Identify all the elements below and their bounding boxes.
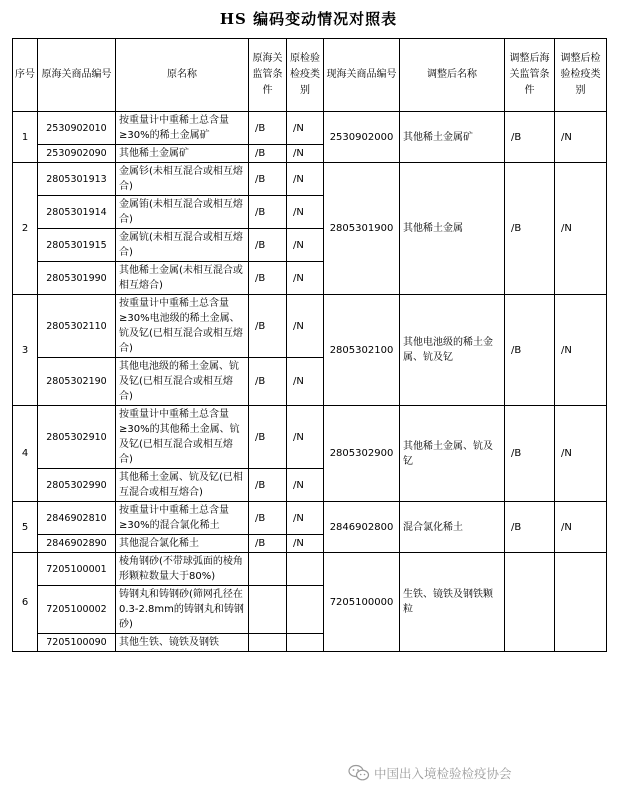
new-inspection-cell [555,553,607,652]
old-name-cell: 按重量计中重稀土总含量≥30%的稀土金属矿 [116,112,249,145]
table-row [13,406,607,469]
header-old-inspection: 原检验检疫类别 [287,39,324,112]
old-inspection-cell [287,634,324,652]
old-name-cell: 其他混合氯化稀土 [116,535,249,553]
header-old-customs: 原海关监管条件 [249,39,287,112]
old-code-cell: 7205100002 [38,586,116,634]
old-inspection-cell: /N [287,469,324,502]
old-name-cell: 金属钐(未相互混合或相互熔合) [116,163,249,196]
old-inspection-cell: /N [287,145,324,163]
new-code-cell: 2846902800 [324,502,400,553]
table-row [13,112,607,145]
old-inspection-cell: /N [287,163,324,196]
table-row [13,502,607,535]
new-customs-cell: /B [505,502,555,553]
new-name-cell: 其他稀土金属、钪及钇 [400,406,505,502]
old-code-cell: 2805302190 [38,358,116,406]
new-name-cell: 生铁、镜铁及钢铁颗粒 [400,553,505,652]
seq-cell: 3 [13,295,38,406]
old-code-cell: 2805301914 [38,196,116,229]
seq-cell: 5 [13,502,38,553]
old-inspection-cell: /N [287,196,324,229]
old-code-cell: 2846902890 [38,535,116,553]
old-customs-cell: /B [249,112,287,145]
new-name-cell: 混合氯化稀土 [400,502,505,553]
old-customs-cell [249,634,287,652]
new-customs-cell [505,553,555,652]
new-inspection-cell: /N [555,502,607,553]
old-customs-cell [249,553,287,586]
old-name-cell: 其他电池级的稀土金属、钪及钇(已相互混合或相互熔合) [116,358,249,406]
old-code-cell: 2805302110 [38,295,116,358]
new-customs-cell: /B [505,295,555,406]
old-customs-cell: /B [249,145,287,163]
old-code-cell: 2805301990 [38,262,116,295]
new-code-cell: 7205100000 [324,553,400,652]
new-customs-cell: /B [505,406,555,502]
old-inspection-cell: /N [287,406,324,469]
old-code-cell: 2530902010 [38,112,116,145]
old-customs-cell: /B [249,262,287,295]
old-inspection-cell: /N [287,535,324,553]
old-name-cell: 金属铕(未相互混合或相互熔合) [116,196,249,229]
page-title: HS 编码变动情况对照表 [219,10,398,28]
old-inspection-cell: /N [287,229,324,262]
old-name-cell: 其他稀土金属(未相互混合或相互熔合) [116,262,249,295]
old-customs-cell: /B [249,229,287,262]
old-customs-cell: /B [249,502,287,535]
old-name-cell: 棱角钢砂(不带球弧面的棱角形颗粒数量大于80%) [116,553,249,586]
header-new-inspection: 调整后检验检疫类别 [555,39,607,112]
header-new-customs: 调整后海关监管条件 [505,39,555,112]
old-name-cell: 按重量计中重稀土总含量≥30%的混合氯化稀土 [116,502,249,535]
header-new-code: 现海关商品编号 [324,39,400,112]
old-code-cell: 2530902090 [38,145,116,163]
old-name-cell: 其他生铁、镜铁及钢铁 [116,634,249,652]
old-code-cell: 7205100090 [38,634,116,652]
old-customs-cell: /B [249,406,287,469]
old-inspection-cell: /N [287,112,324,145]
new-inspection-cell: /N [555,406,607,502]
seq-cell: 1 [13,112,38,163]
old-inspection-cell [287,553,324,586]
new-customs-cell: /B [505,163,555,295]
table-row [13,553,607,586]
old-name-cell: 按重量计中重稀土总含量≥30%的其他稀土金属、钪及钇(已相互混合或相互熔合) [116,406,249,469]
new-inspection-cell: /N [555,163,607,295]
header-new-name: 调整后名称 [400,39,505,112]
seq-cell: 2 [13,163,38,295]
old-inspection-cell: /N [287,502,324,535]
old-customs-cell: /B [249,196,287,229]
wechat-icon [348,764,370,782]
old-code-cell: 2805302910 [38,406,116,469]
new-name-cell: 其他稀土金属矿 [400,112,505,163]
old-code-cell: 2805301915 [38,229,116,262]
old-customs-cell: /B [249,535,287,553]
old-code-cell: 2805302990 [38,469,116,502]
watermark-text: 中国出入境检验检疫协会 [374,766,512,781]
new-inspection-cell: /N [555,112,607,163]
new-code-cell: 2805302100 [324,295,400,406]
new-name-cell: 其他稀土金属 [400,163,505,295]
old-name-cell: 其他稀土金属矿 [116,145,249,163]
old-customs-cell: /B [249,163,287,196]
header-old-code: 原海关商品编号 [38,39,116,112]
header-row [13,39,607,112]
old-inspection-cell: /N [287,358,324,406]
old-customs-cell [249,586,287,634]
old-customs-cell: /B [249,358,287,406]
old-code-cell: 7205100001 [38,553,116,586]
old-code-cell: 2805301913 [38,163,116,196]
watermark [348,762,515,784]
old-inspection-cell [287,586,324,634]
new-name-cell: 其他电池级的稀土金属、钪及钇 [400,295,505,406]
old-name-cell: 金属钪(未相互混合或相互熔合) [116,229,249,262]
old-inspection-cell: /N [287,262,324,295]
old-name-cell: 其他稀土金属、钪及钇(已相互混合或相互熔合) [116,469,249,502]
seq-cell: 4 [13,406,38,502]
new-inspection-cell: /N [555,295,607,406]
old-name-cell: 铸钢丸和铸钢砂(筛网孔径在0.3-2.8mm的铸钢丸和铸钢砂) [116,586,249,634]
old-customs-cell: /B [249,295,287,358]
header-old-name: 原名称 [116,39,249,112]
new-code-cell: 2805301900 [324,163,400,295]
table-row [13,163,607,196]
table-body [13,112,607,652]
new-code-cell: 2805302900 [324,406,400,502]
old-inspection-cell: /N [287,295,324,358]
header-seq: 序号 [13,39,38,112]
new-code-cell: 2530902000 [324,112,400,163]
new-customs-cell: /B [505,112,555,163]
old-code-cell: 2846902810 [38,502,116,535]
old-name-cell: 按重量计中重稀土总含量≥30%电池级的稀土金属、钪及钇(已相互混合或相互熔合) [116,295,249,358]
table-row [13,295,607,358]
seq-cell: 6 [13,553,38,652]
hs-code-table [12,38,607,652]
old-customs-cell: /B [249,469,287,502]
